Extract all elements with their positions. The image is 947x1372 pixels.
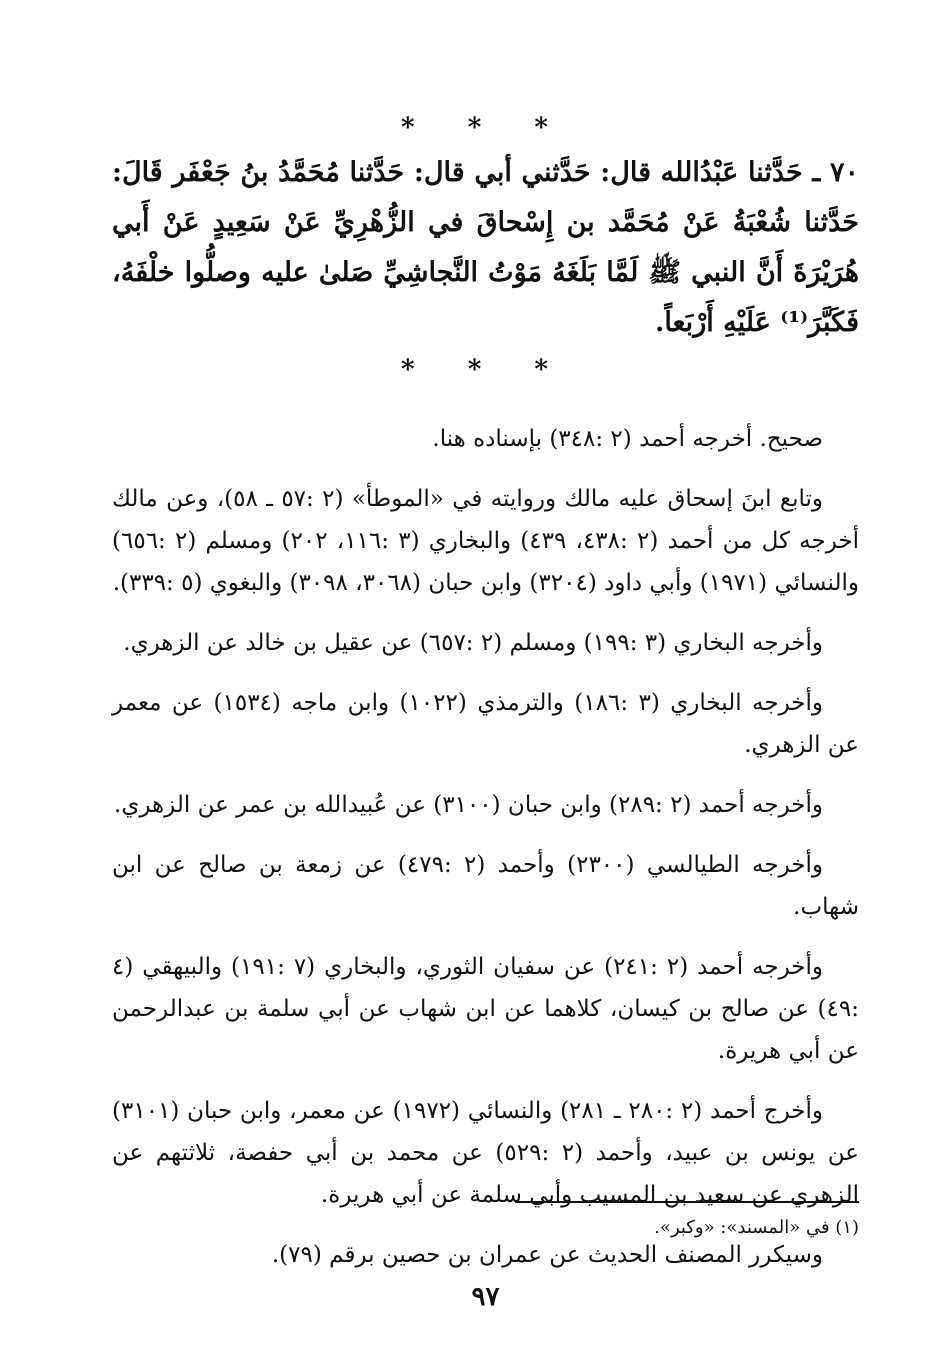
commentary-paragraph-8: وأخرج أحمد (٢ :٢٨٠ ـ ٢٨١) والنسائي (١٩٧٢) عن معمر، وابن حبان (٣١٠١) عن يونس بن عبيد، وأحمد (٢ :٥٢٩) عن محمد بن أبي حفصة، ثلاثتهم عن الزهري عن سعيد بن المسيب وأبي سلمة عن أبي هريرة. <box>112 1098 860 1208</box>
footnote-divider <box>515 1201 859 1203</box>
page-number: ٩٧ <box>471 1282 500 1312</box>
separator-stars-bottom: * * * <box>401 355 570 385</box>
commentary-paragraph-2: وتابع ابنَ إسحاق عليه مالك وروايته في «الموطأ» (٢ :٥٧ ـ ٥٨)، وعن مالك أخرجه كل من أحمد (٢ :٤٣٨، ٤٣٩) والبخاري (٣ :١١٦، ٢٠٢) ومسلم (٢ :٦٥٦) والنسائي (١٩٧١) وأبي داود (٣٢٠٤) وابن حبان (٣٠٦٨، ٣٠٩٨) والبغوي (٥ :٣٣٩). <box>112 486 860 596</box>
commentary-paragraph-1: صحيح. أخرجه أحمد (٢ :٣٤٨) بإسناده هنا. <box>432 426 823 452</box>
separator-stars-top: * * * <box>401 113 570 143</box>
commentary-paragraph-3: وأخرجه البخاري (٣ :١٩٩) ومسلم (٢ :٦٥٧) عن عقيل بن خالد عن الزهري. <box>123 630 823 656</box>
commentary-paragraph-9: وسيكرر المصنف الحديث عن عمران بن حصين برقم (٧٩). <box>271 1242 823 1268</box>
commentary-paragraph-5: وأخرجه أحمد (٢ :٢٨٩) وابن حبان (٣١٠٠) عن عُبيدالله بن عمر عن الزهري. <box>114 792 823 818</box>
book-page <box>112 110 859 1332</box>
hadith-text: ٧٠ ـ حَدَّثنا عَبْدُالله قال: حَدَّثني أبي قال: حَدَّثنا مُحَمَّدُ بنُ جَعْفَر قَالَ: حَدَّثنا شُعْبَةُ عَنْ مُحَمَّد بن إِسْحاقَ في الزُّهْرِيِّ عَنْ سَعِيدٍ عَنْ أَبي هُرَيْرَةَ أَنَّ النبي ﷺ لَمَّا بَلَغَهُ مَوْتُ النَّجاشِيِّ صَلىٰ عليه وصلُّوا خلْفَهُ، فَكَبَّرَ⁽¹⁾ عَلَيْهِ أَرْبَعاً. <box>112 157 859 338</box>
footnote: (١) في «المسند»: «وكبر». <box>654 1217 859 1238</box>
commentary-paragraph-4: وأخرجه البخاري (٣ :١٨٦) والترمذي (١٠٢٢) وابن ماجه (١٥٣٤) عن معمر عن الزهري. <box>112 690 859 758</box>
commentary-paragraph-7: وأخرجه أحمد (٢ :٢٤١) عن سفيان الثوري، والبخاري (٧ :١٩١) والبيهقي (٤ :٤٩) عن صالح بن كيسان، كلاهما عن ابن شهاب عن أبي سلمة بن عبدالرحمن عن أبي هريرة. <box>112 954 859 1064</box>
commentary-paragraph-6: وأخرجه الطيالسي (٢٣٠٠) وأحمد (٢ :٤٧٩) عن زمعة بن صالح عن ابن شهاب. <box>112 852 859 920</box>
